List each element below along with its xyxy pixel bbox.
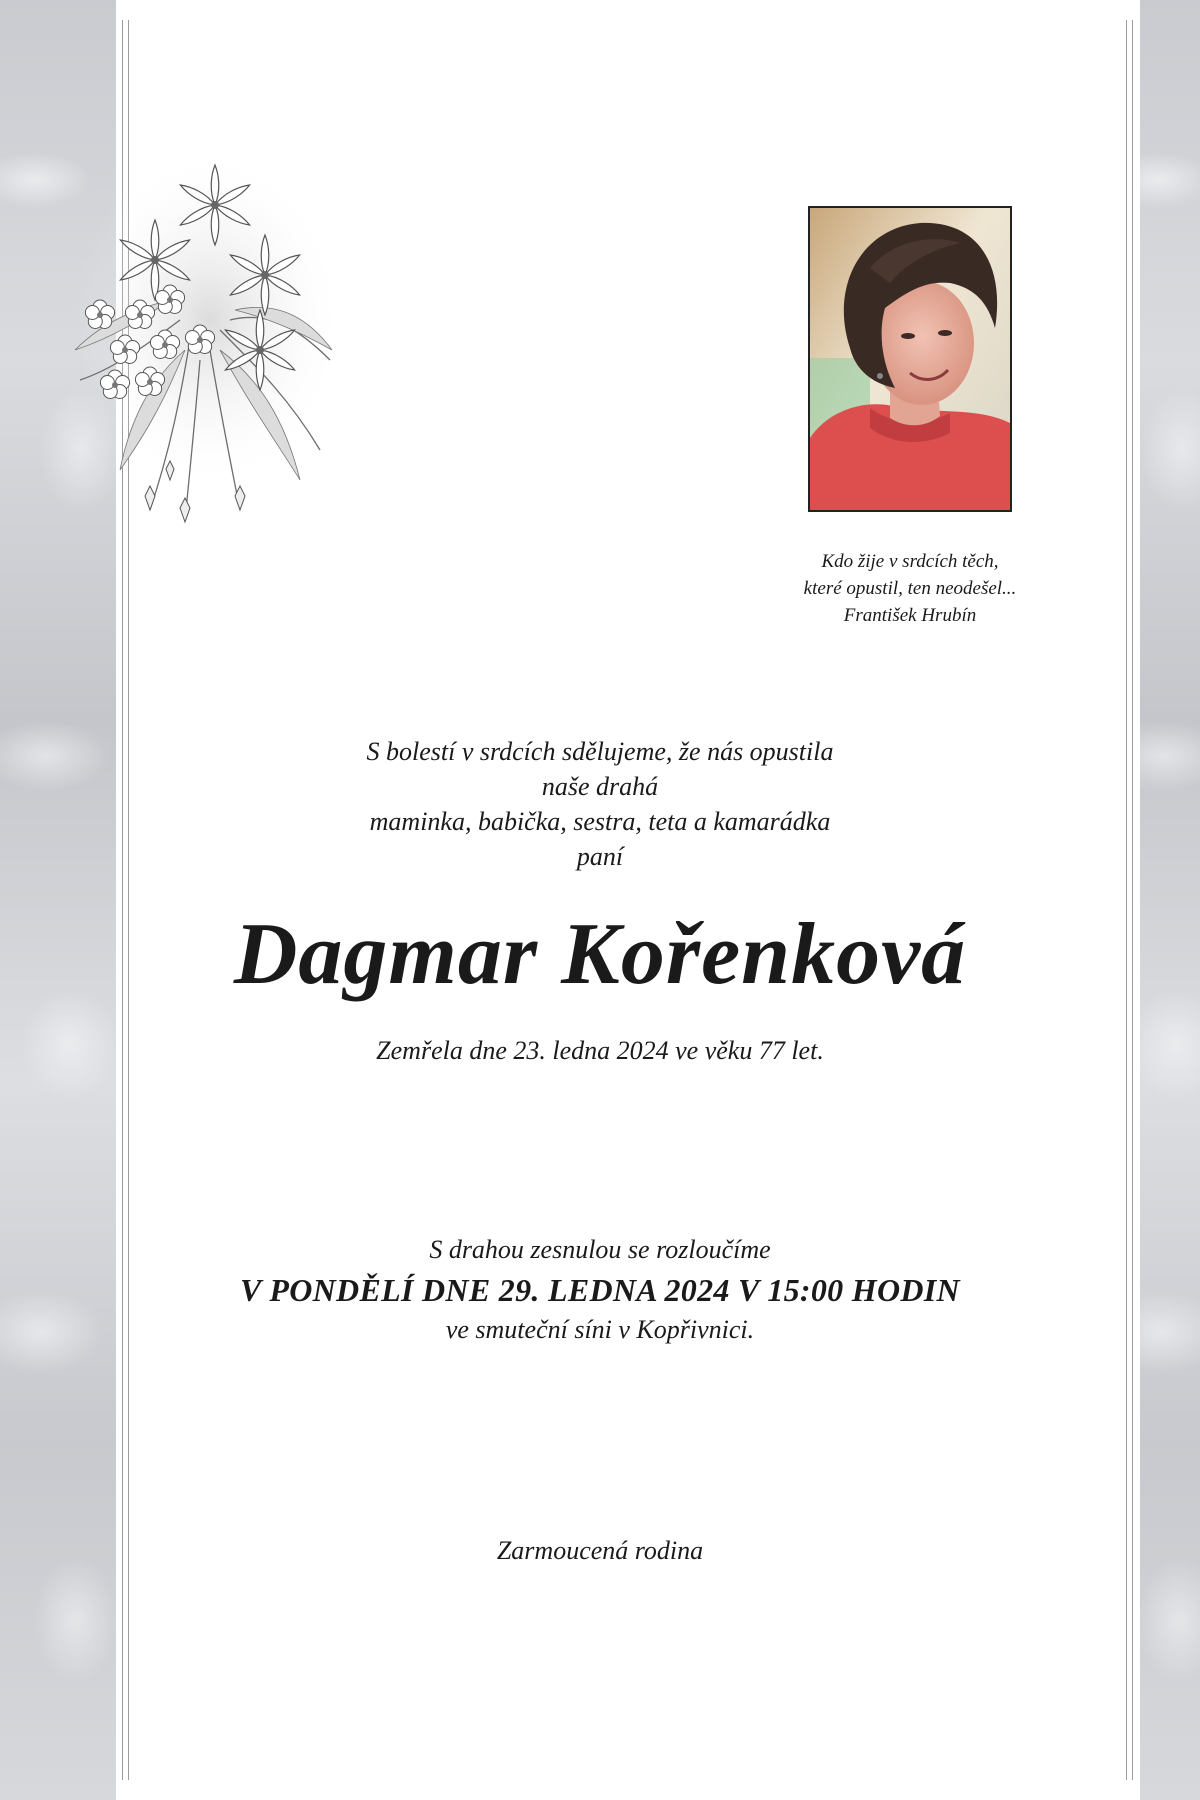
frame-line-right-inner	[1126, 20, 1127, 1780]
intro-line-4: paní	[576, 842, 624, 871]
lily-bouquet-icon	[70, 150, 340, 530]
farewell-datetime: V PONDĚLÍ DNE 29. LEDNA 2024 V 15:00 HODIN	[240, 1272, 960, 1308]
farewell-line-1: S drahou zesnulou se rozloučíme	[429, 1235, 771, 1264]
death-note: Zemřela dne 23. ledna 2024 ve věku 77 let.	[376, 1036, 824, 1065]
frame-line-right-outer	[1132, 20, 1133, 1780]
marble-border-right	[1140, 0, 1200, 1800]
announcement-intro	[180, 734, 1020, 874]
deceased-name: Dagmar Kořenková	[233, 906, 967, 1003]
quote-author: František Hrubín	[843, 605, 977, 626]
quote-line-2: které opustil, ten neodešel...	[803, 578, 1017, 599]
portrait-image	[810, 208, 1010, 510]
intro-line-1: S bolestí v srdcích sdělujeme, že nás opustila	[366, 737, 834, 766]
farewell-place: ve smuteční síni v Kopřivnici.	[445, 1315, 755, 1344]
quote-line-1: Kdo žije v srdcích těch,	[821, 551, 999, 572]
intro-line-3: maminka, babička, sestra, teta a kamarádka	[369, 807, 831, 836]
intro-line-2: naše drahá	[541, 772, 659, 801]
farewell-info	[180, 1232, 1020, 1348]
memorial-quote	[740, 548, 1080, 629]
family-signature: Zarmoucená rodina	[496, 1536, 704, 1565]
portrait-photo	[808, 206, 1012, 512]
